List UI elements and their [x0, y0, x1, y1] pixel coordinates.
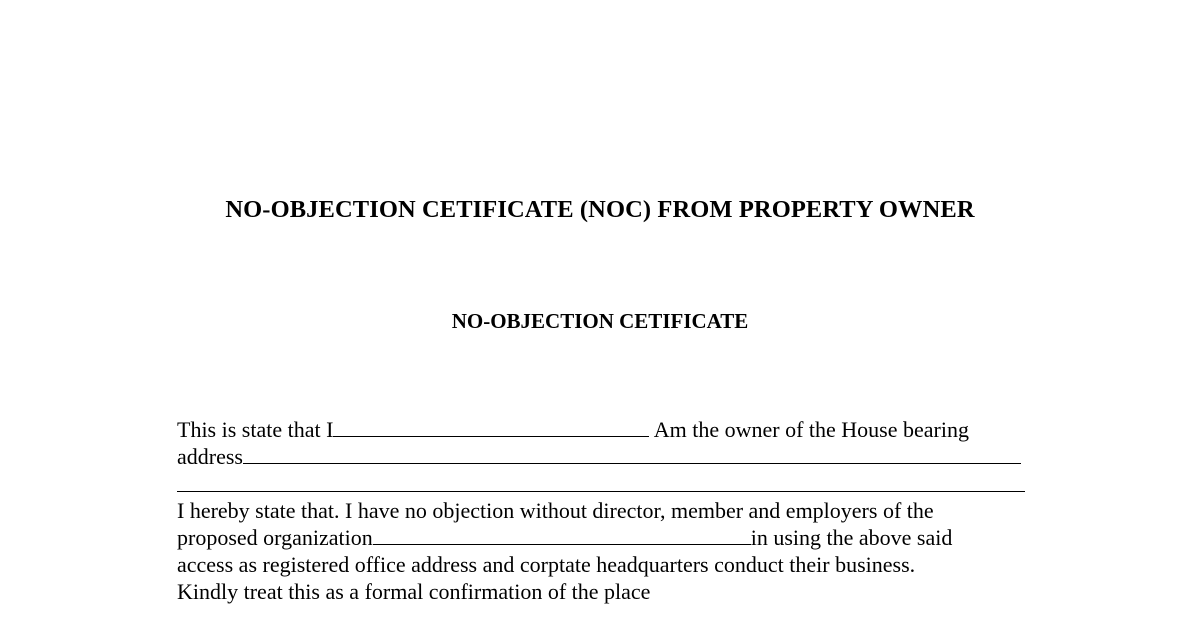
no-objection-line-4: Kindly treat this as a formal confirmation of the place [177, 579, 651, 604]
owner-statement-suffix: Am the owner of the House bearing [649, 417, 969, 442]
document-title: NO-OBJECTION CETIFICATE (NOC) FROM PROPERTY OWNER [225, 196, 975, 223]
organization-line [177, 524, 952, 551]
owner-statement-line [177, 416, 969, 443]
no-objection-line-1: I hereby state that. I have no objection without director, member and employers of the [177, 498, 934, 523]
address-blank [243, 445, 1021, 464]
owner-statement-prefix: This is state that I [177, 417, 334, 442]
address-continuation-blank [177, 491, 1025, 492]
no-objection-line-3: access as registered office address and corptate headquarters conduct their business. [177, 552, 916, 577]
address-line [177, 443, 1021, 470]
organization-suffix: in using the above said [750, 525, 953, 550]
owner-name-blank [333, 418, 649, 437]
address-label: address [177, 444, 243, 469]
organization-name-blank [373, 526, 751, 545]
organization-prefix: proposed organization [177, 525, 373, 550]
document-subtitle: NO-OBJECTION CETIFICATE [451, 309, 749, 333]
